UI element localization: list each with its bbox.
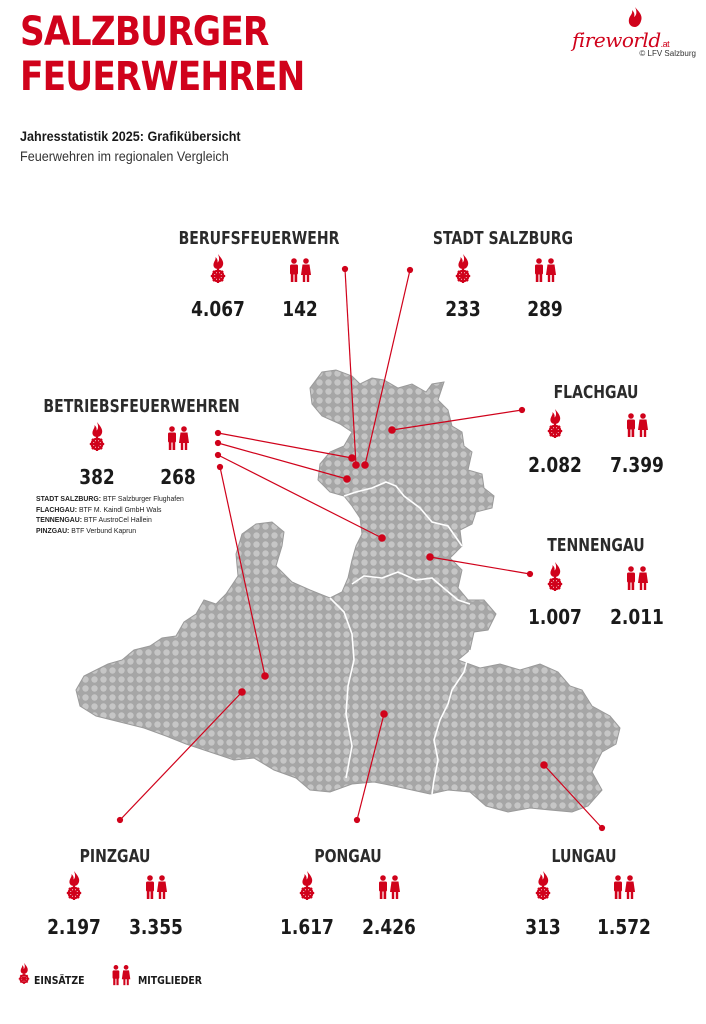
legend-einsaetze-icon-wrap	[16, 962, 32, 989]
note-row: TENNENGAU: BTF AustroCel Hallein	[36, 515, 152, 524]
people-icon	[287, 257, 309, 287]
einsaetze-value-betriebsfeuerwehren: 382	[79, 465, 115, 489]
mitglieder-value-stadt-salzburg: 289	[527, 297, 563, 321]
mitglieder-value-berufsfeuerwehr: 142	[282, 297, 318, 321]
people-icon	[624, 412, 646, 442]
einsaetze-value-pinzgau: 2.197	[47, 915, 101, 939]
people-icon	[624, 565, 646, 595]
fire-emblem-icon	[532, 870, 554, 900]
einsaetze-value-stadt-salzburg: 233	[445, 297, 481, 321]
legend-mitglieder: MITGLIEDER	[138, 974, 203, 987]
fire-emblem-icon	[544, 561, 566, 591]
region-name-pongau: PONGAU	[314, 846, 382, 867]
region-name-stadt-salzburg: STADT SALZBURG	[432, 228, 574, 249]
people-icon	[165, 425, 187, 455]
legend-einsaetze: EINSÄTZE	[34, 974, 85, 987]
people-icon	[110, 973, 132, 990]
einsaetze-value-tennengau: 1.007	[528, 605, 582, 629]
subtitle-heading: Jahresstatistik 2025: Grafikübersicht	[20, 128, 241, 144]
region-name-berufsfeuerwehr: BERUFSFEUERWEHR	[178, 228, 340, 249]
region-name-pinzgau: PINZGAU	[79, 846, 151, 867]
mitglieder-value-betriebsfeuerwehren: 268	[160, 465, 196, 489]
title-line-1: SALZBURGER	[20, 9, 269, 55]
note-row: STADT SALZBURG: BTF Salzburger Flughafen	[36, 494, 184, 503]
region-name-tennengau: TENNENGAU	[547, 535, 645, 556]
region-name-lungau: LUNGAU	[551, 846, 617, 867]
fire-emblem-icon	[86, 421, 108, 451]
title-line-2: FEUERWEHREN	[20, 54, 305, 100]
region-name-flachgau: FLACHGAU	[553, 382, 639, 403]
copyright: © LFV Salzburg	[639, 49, 696, 58]
einsaetze-value-berufsfeuerwehr: 4.067	[191, 297, 245, 321]
einsaetze-value-flachgau: 2.082	[528, 453, 582, 477]
fire-emblem-icon	[16, 971, 32, 988]
betriebs-notes	[36, 494, 184, 536]
mitglieder-value-pongau: 2.426	[362, 915, 416, 939]
fire-emblem-icon	[452, 253, 474, 283]
people-icon	[611, 874, 633, 904]
mitglieder-value-tennengau: 2.011	[610, 605, 664, 629]
people-icon	[376, 874, 398, 904]
legend-mitglieder-icon-wrap	[110, 964, 132, 991]
note-row: PINZGAU: BTF Verbund Kaprun	[36, 525, 137, 535]
state-outline	[76, 370, 620, 812]
fire-emblem-icon	[63, 870, 85, 900]
mitglieder-value-flachgau: 7.399	[610, 453, 664, 477]
region-name-betriebsfeuerwehren: BETRIEBSFEUERWEHREN	[43, 396, 240, 417]
einsaetze-value-pongau: 1.617	[280, 915, 334, 939]
mitglieder-value-pinzgau: 3.355	[129, 915, 183, 939]
mitglieder-value-lungau: 1.572	[597, 915, 651, 939]
people-icon	[532, 257, 554, 287]
note-row: FLACHGAU: BTF M. Kaindl GmbH Wals	[36, 504, 162, 514]
fire-emblem-icon	[296, 870, 318, 900]
subtitle-text: Feuerwehren im regionalen Vergleich	[20, 148, 229, 164]
fire-emblem-icon	[207, 253, 229, 283]
people-icon	[143, 874, 165, 904]
einsaetze-value-lungau: 313	[525, 915, 561, 939]
fire-emblem-icon	[544, 408, 566, 438]
logo-wordmark: fireworld.at	[572, 28, 670, 52]
